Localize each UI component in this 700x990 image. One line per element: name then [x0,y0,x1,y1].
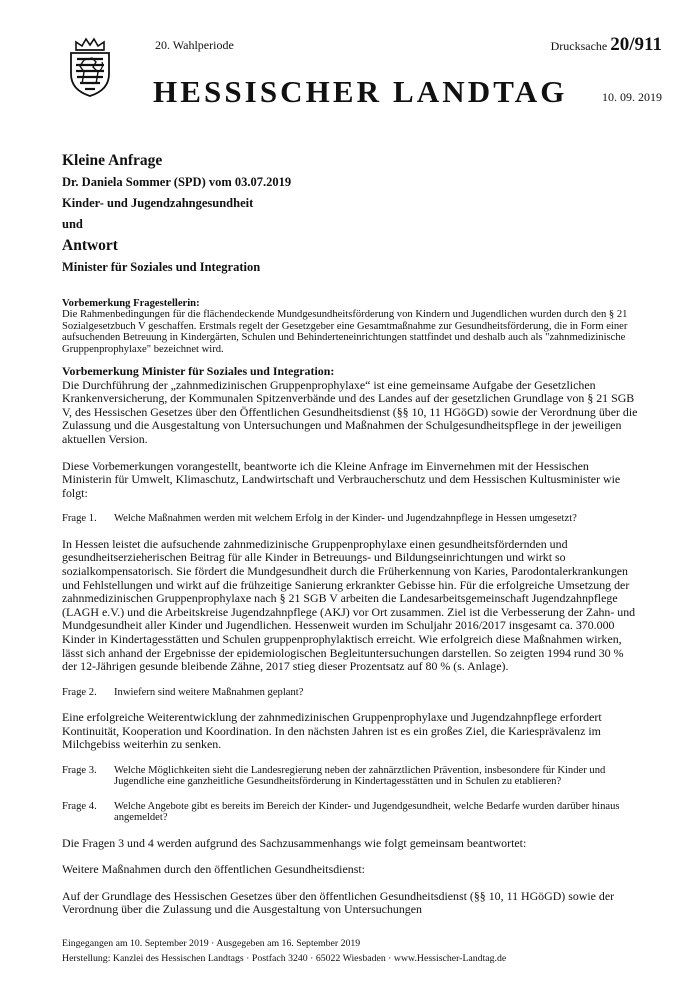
vorbemerkung-minister-heading: Vorbemerkung Minister für Soziales und Integration: [62,364,335,379]
kleine-anfrage-heading: Kleine Anfrage [62,152,163,169]
intro-paragraph: Diese Vorbemerkungen vorangestellt, beantworte ich die Kleine Anfrage im Einvernehmen mit der Hessischen Ministerin für Umwelt, Klimaschutz, Landwirtschaft und Verbraucherschutz und dem Hessischen Kultusminister wie folgt: [62,458,621,500]
document-body [62,298,640,917]
frage-3-text: Welche Möglichkeiten sieht die Landesregierung neben der zahnärztlichen Prävention, insbesondere für Kinder und Jugendliche eine ganzheitliche Gesundheitsförderung in Kindertagesstätten und in Schulen zu etablieren? [114,764,606,788]
frage-4 [62,801,640,824]
drucksache-label [551,34,662,56]
vorbemerkung-fragestellerin-heading: Vorbemerkung Fragestellerin: [62,298,200,309]
footer-dates: Eingegangen am 10. September 2019 · Ausgegeben am 16. September 2019 [62,938,361,949]
document-footer [62,936,642,966]
frage-2 [62,687,640,698]
frage-1-text: Welche Maßnahmen werden mit welchem Erfolg in der Kinder- und Jugendzahnpflege in Hessen umgesetzt? [114,513,577,525]
wahlperiode-label: 20. Wahlperiode [155,38,234,52]
frage-1-label: Frage 1. [62,513,97,525]
vorbemerkung-fragestellerin-text: Die Rahmenbedingungen für die flächendeckende Mundgesundheitsförderung von Kindern und Jugendlichen wurden durch den § 21 Sozialgesetzbuch V geschaffen. Erstmals regelt der Gesetzgeber eine Gesamtmaßnahme zur Gesundheitsförderung, die in Form einer aufsuchenden Betreuung in Kindergärten, Schulen und Behinderteneinrichtungen stattfindet und deshalb auch als "zahnmedizinische Gruppenprophylaxe" bezeichnet wird. [62,309,628,355]
title-block [62,150,662,278]
frage-3 [62,765,640,788]
hessen-coat-of-arms-icon [62,36,118,98]
frage-1 [62,513,640,524]
und-line: und [62,217,83,231]
drucksache-prefix: Drucksache [550,39,608,53]
author-line: Dr. Daniela Sommer (SPD) vom 03.07.2019 [62,175,292,189]
footer-publisher: Herstellung: Kanzlei des Hessischen Landtags · Postfach 3240 · 65022 Wiesbaden · www.Hessischer-Landtag.de [62,953,507,964]
antwort-1-paragraph: In Hessen leistet die aufsuchende zahnmedizinische Gruppenprophylaxe einen gesundheitsfördernden und gesundheitserzieherischen Beitrag für alle Kinder in Betreuungs- und Bildungseinrichtungen und wirkt so sozialkompensatorisch. Sie fördert die Mundgesundheit durch die Früherkennung von Karies, Parodontalerkrankungen und Fehlstellungen und wirkt auf die frühzeitige Sanierung erkrankter Gebisse hin. Für die erfolgreiche Umsetzung der zahnmedizinischen Gruppenprophylaxe nach § 21 SGB V arbeiten die Landesarbeitsgemeinschaft Jugendzahnpflege (LAGH e.V.) und die Arbeitskreise Jugendzahnpflege (AKJ) vor Ort zusammen. Ziel ist die Verbesserung der Zahn- und Mundgesundheit aller Kinder und Jugendlichen. Hessenweit wurden im Schuljahr 2016/2017 insgesamt ca. 370.000 Kinder in Kindertagesstätten und Schulen gruppenprophylaktisch erreicht. Wie erfolgreich diese Maßnahmen wirken, lässt sich anhand der Ergebnisse der epidemiologischen Begleituntersuchungen darstellen. So zeigten 1994 rund 30 % der 12-Jährigen gesunde bleibende Zähne, 2017 stieg dieser Prozentsatz auf 80 % (s. Anlage). [62,536,636,674]
document-date: 10. 09. 2019 [602,90,662,104]
drucksache-number: 20/911 [610,34,662,55]
topic-line: Kinder- und Jugendzahngesundheit [62,196,254,210]
antwort-2-paragraph: Eine erfolgreiche Weiterentwicklung der zahnmedizinischen Gruppenprophylaxe und Jugendzahnpflege erfordert Kontinuität, Kooperation und Koordination. In den nächsten Jahren ist es ein großes Ziel, die Kariesprävalenz im Milchgebiss weiterhin zu senken. [62,710,602,752]
antwort-heading: Antwort [62,237,118,254]
frage-4-text: Welche Angebote gibt es bereits im Bereich der Kinder- und Jugendgesundheit, welche Bedarfe wurden darüber hinaus angemeldet? [114,800,620,824]
frage-2-label: Frage 2. [62,686,97,698]
frage-2-text: Inwiefern sind weitere Maßnahmen geplant? [114,686,304,698]
vorbemerkung-minister-text: Die Durchführung der „zahnmedizinischen Gruppenprophylaxe“ ist eine gemeinsame Aufgabe der Gesetzlichen Krankenversicherung, der Kommunalen Spitzenverbände und des Landes auf der gesetzlichen Grundlage von § 21 SGB V, des Hessischen Gesetzes über den Öffentlichen Gesundheitsdienst (§§ 10, 11 HGöGD) sowie der Verordnung über die Zulassung und die Ausgestaltung von Untersuchungen und Maßnahmen der Schulgesundheitspflege in der jeweiligen aktuellen Version. [62,377,638,446]
grundlage-paragraph: Auf der Grundlage des Hessischen Gesetzes über den öffentlichen Gesundheitsdienst (§§ 10, 11 HGöGD) sowie der Verordnung über die Zulassung und die Ausgestaltung von Untersuchungen [62,888,615,917]
minister-line: Minister für Soziales und Integration [62,260,261,274]
antwort-3-4-intro: Die Fragen 3 und 4 werden aufgrund des Sachzusammenhangs wie folgt gemeinsam beantwortet: [62,835,527,850]
frage-3-label: Frage 3. [62,764,97,776]
landtag-title: HESSISCHER LANDTAG [153,74,568,109]
frage-4-label: Frage 4. [62,800,97,812]
weitere-massnahmen-line: Weitere Maßnahmen durch den öffentlichen Gesundheitsdienst: [62,862,365,877]
